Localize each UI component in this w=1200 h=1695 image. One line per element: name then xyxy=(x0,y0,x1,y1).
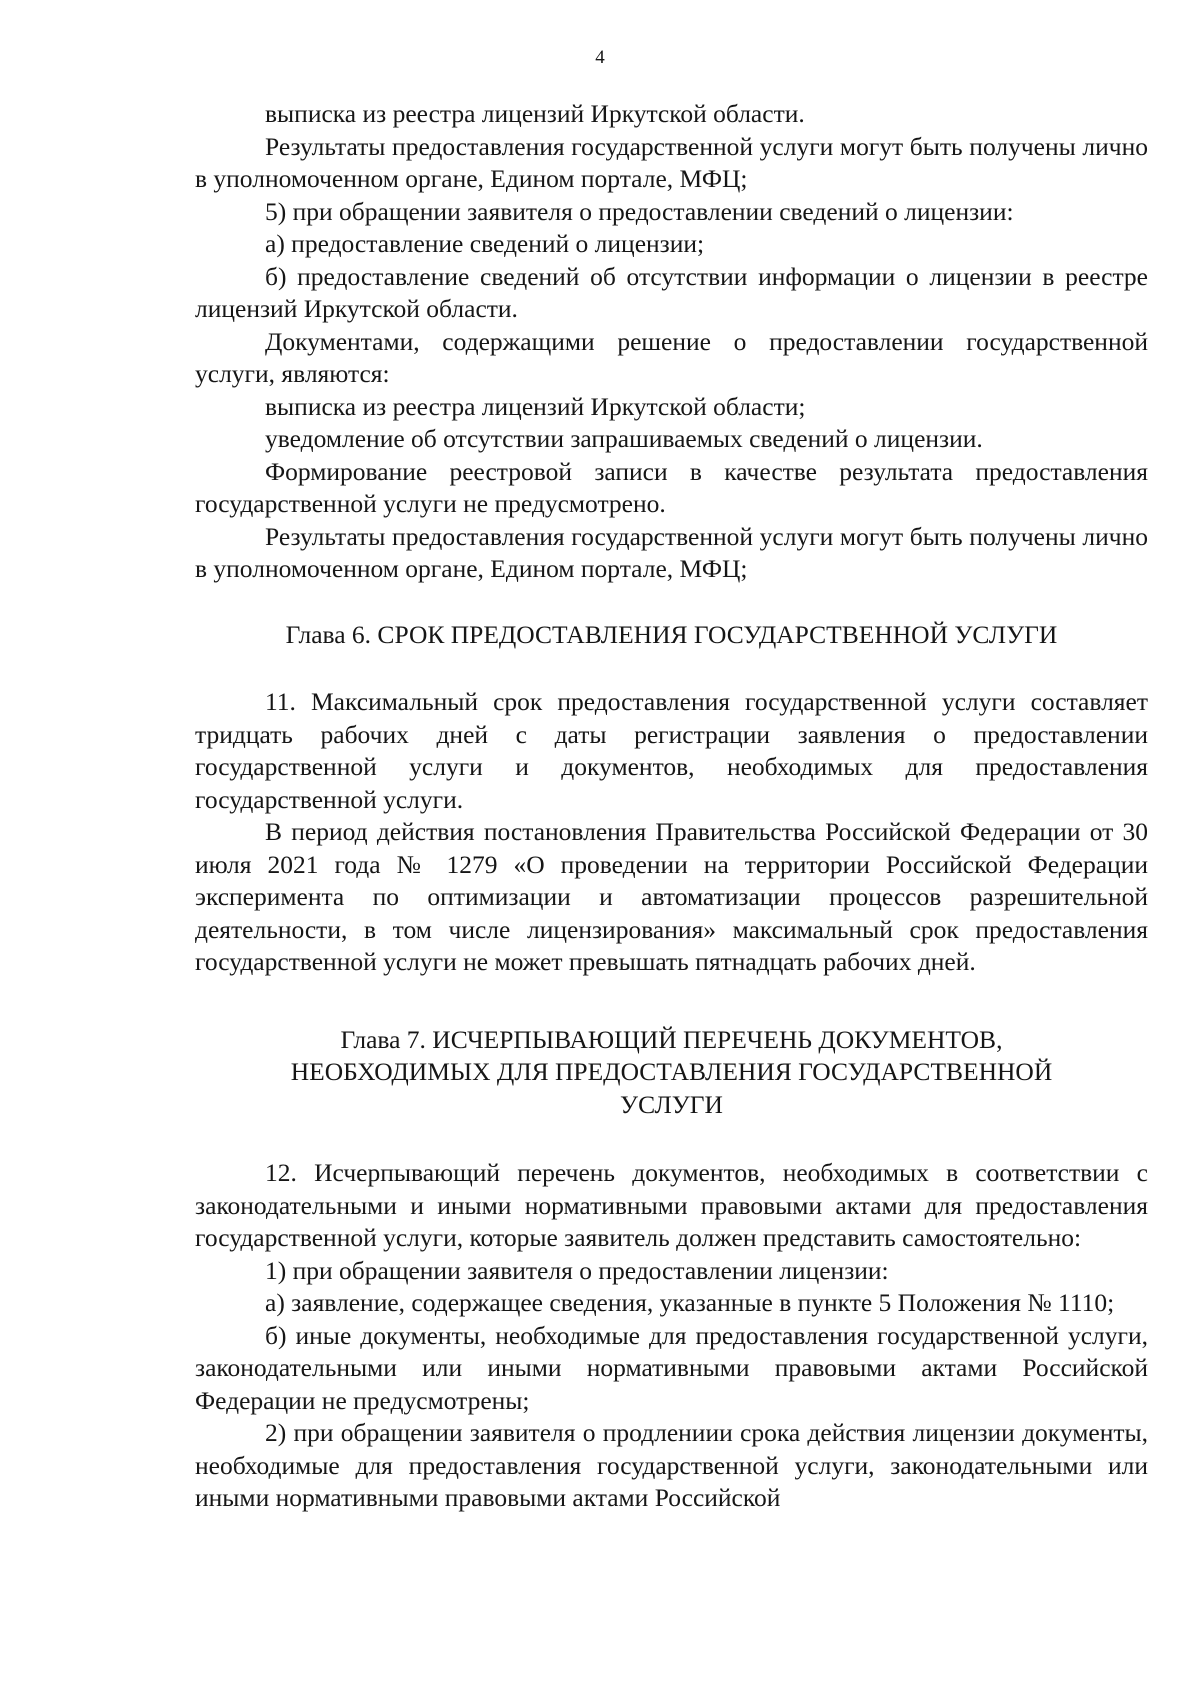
paragraph: Результаты предоставления государственной услуги могут быть получены лично в уполномоченном органе, Едином портале, МФЦ; xyxy=(195,131,1148,193)
heading-line: УСЛУГИ xyxy=(620,1089,723,1119)
chapter-7-heading xyxy=(195,1024,1148,1122)
paragraph: а) предоставление сведений о лицензии; xyxy=(265,229,705,258)
heading-line: Глава 7. ИСЧЕРПЫВАЮЩИЙ ПЕРЕЧЕНЬ ДОКУМЕНТОВ, xyxy=(340,1024,1003,1054)
paragraph: выписка из реестра лицензий Иркутской области; xyxy=(265,391,806,421)
paragraph: 2) при обращении заявителя о продлениии срока действия лицензии документы, необходимые для предоставления государственной услуги, законодательными или иными нормативными правовыми актами Российской xyxy=(195,1418,1148,1512)
paragraph: 12. Исчерпывающий перечень документов, необходимых в соответствии с законодательными и иными нормативными правовыми актами для предоставления государственной услуги, которые заявитель должен представить самостоятельно: xyxy=(195,1158,1148,1252)
paragraph: а) заявление, содержащее сведения, указанные в пункте 5 Положения № 1110; xyxy=(265,1288,1115,1317)
paragraph: 1) при обращении заявителя о предоставлении лицензии: xyxy=(265,1255,889,1285)
heading-line: НЕОБХОДИМЫХ ДЛЯ ПРЕДОСТАВЛЕНИЯ ГОСУДАРСТВЕННОЙ xyxy=(290,1057,1053,1086)
paragraph: выписка из реестра лицензий Иркутской области. xyxy=(265,99,805,128)
page-number: 4 xyxy=(595,47,605,68)
paragraph: В период действия постановления Правительства Российской Федерации от 30 июля 2021 года № 1279 «О проведении на территории Российской Федерации эксперимента по оптимизации и автоматизации процессов разрешительной деятельности, в том числе лицензирования» максимальный срок предоставления государственной услуги не может превышать пятнадцать рабочих дней. xyxy=(195,817,1148,976)
paragraph: б) предоставление сведений об отсутствии информации о лицензии в реестре лицензий Иркутской области. xyxy=(195,261,1148,323)
paragraph: Результаты предоставления государственной услуги могут быть получены лично в уполномоченном органе, Едином портале, МФЦ; xyxy=(195,521,1148,583)
paragraph: б) иные документы, необходимые для предоставления государственной услуги, законодательными или иными нормативными правовыми актами Российской Федерации не предусмотрены; xyxy=(195,1320,1148,1415)
chapter-6-heading: Глава 6. СРОК ПРЕДОСТАВЛЕНИЯ ГОСУДАРСТВЕННОЙ УСЛУГИ xyxy=(285,619,1058,649)
document-body xyxy=(195,98,1148,1515)
paragraph: Документами, содержащими решение о предоставлении государственной услуги, являются: xyxy=(195,326,1148,388)
paragraph: 11. Максимальный срок предоставления государственной услуги составляет тридцать рабочих дней с даты регистрации заявления о предоставлении государственной услуги и документов, необходимых для предоставления государственной услуги. xyxy=(195,687,1148,814)
paragraph: уведомление об отсутствии запрашиваемых сведений о лицензии. xyxy=(265,424,983,453)
paragraph: 5) при обращении заявителя о предоставлении сведений о лицензии: xyxy=(265,196,1014,226)
paragraph: Формирование реестровой записи в качестве результата предоставления государственной услуги не предусмотрено. xyxy=(195,456,1148,518)
